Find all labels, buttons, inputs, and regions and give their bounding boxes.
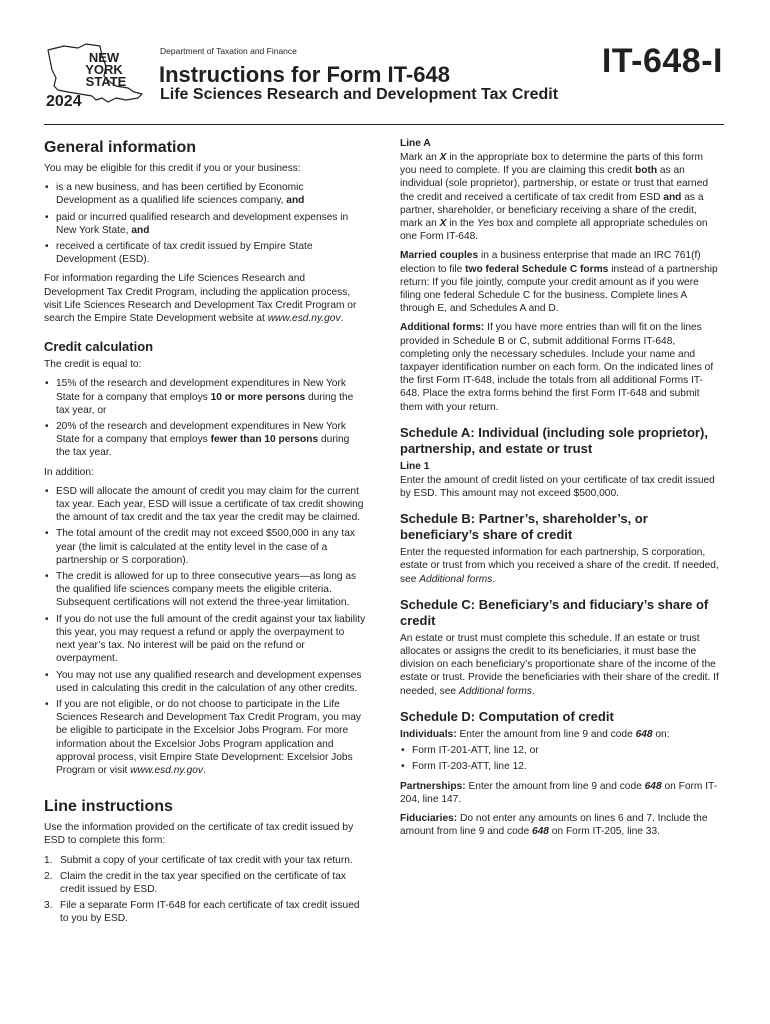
- eligibility-item: • is a new business, and has been certified by Economic Development as a qualified life sciences company, and: [44, 181, 366, 207]
- logo-line-state: STATE: [85, 74, 127, 89]
- addition-item: • If you do not use the full amount of the credit against your tax liability this year, you may request a refund or apply the overpayment to next year’s tax. No interest will be paid on the refund or overpayment.: [44, 613, 366, 666]
- tax-year: 2024: [46, 93, 82, 110]
- line-step: 2. Claim the credit in the tax year specified on the certificate of tax credit issued by ESD.: [44, 870, 346, 895]
- header-divider: [44, 124, 724, 125]
- right-column: [400, 132, 722, 844]
- schedule-c-text: An estate or trust must complete this schedule. If an estate or trust allocates or assigns the credit to its beneficiaries, it must base the division on each beneficiary’s proportionate share of the income of the estate or trust. Provide the beneficiaries with their share of the credit. If needed, see Additional forms.: [400, 632, 719, 697]
- addition-item: • If you are not eligible, or do not choose to participate in the Life Sciences Research and Development Tax Credit Program, you may be eligible to participate in the Excelsior Jobs Program. For more information about the Excelsior Jobs Program application and approval process, visit Empire State Development: Excelsior Jobs Program or visit www.esd.ny.gov.: [44, 698, 366, 777]
- credit-calculation-heading: Credit calculation: [44, 339, 154, 355]
- page-subtitle: Life Sciences Research and Development Tax Credit: [160, 86, 559, 103]
- individuals-form-item: • Form IT-203-ATT, line 12.: [400, 760, 722, 773]
- line-step: 1. Submit a copy of your certificate of tax credit with your tax return.: [44, 854, 353, 866]
- credit-rate-item: • 15% of the research and development expenditures in New York State for a company that employs 10 or more persons during the tax year, or: [44, 377, 366, 417]
- new-york-state-logo: [44, 42, 150, 112]
- addition-item: • You may not use any qualified research and development expenses used in calculating this credit in the calculation of any other credits.: [44, 669, 366, 695]
- line-a-heading: Line A: [400, 138, 431, 149]
- individuals-forms-list: [400, 744, 722, 773]
- left-column: [44, 132, 366, 932]
- program-info: For information regarding the Life Sciences Research and Development Tax Credit Program, including the application process, visit Life Sciences Research and Development Tax Credit Program or search the Empire State Development website at www.esd.ny.gov.: [44, 273, 357, 325]
- eligibility-list: [44, 181, 366, 266]
- individuals-text: Individuals: Enter the amount from line 9 and code 648 on:: [400, 728, 670, 740]
- line-1-text: Enter the amount of credit listed on your certificate of tax credit issued by ESD. This amount may not exceed $500,000.: [400, 474, 715, 500]
- line-1-heading: Line 1: [400, 460, 430, 472]
- eligibility-item: • received a certificate of tax credit issued by Empire State Development (ESD).: [44, 240, 366, 266]
- schedule-b-heading: Schedule B: Partner’s, shareholder’s, or beneficiary’s share of credit: [400, 511, 648, 543]
- general-information-heading: General information: [44, 139, 197, 156]
- fiduciaries-text: Fiduciaries: Do not enter any amounts on lines 6 and 7. Include the amount from line 9 and code 648 on Form IT-205, line 33.: [400, 812, 708, 838]
- esd-website-link[interactable]: www.esd.ny.gov: [267, 313, 341, 325]
- department-name: Department of Taxation and Finance: [160, 46, 297, 56]
- line-instructions-heading: Line instructions: [44, 798, 173, 816]
- addition-item: • The credit is allowed for up to three consecutive years—as long as the qualified life sciences company meets the eligible criteria. Subsequent certifications will not extend the three-year limitation.: [44, 570, 366, 610]
- partnerships-text: Partnerships: Enter the amount from line 9 and code 648 on Form IT-204, line 147.: [400, 780, 718, 805]
- line-step: 3. File a separate Form IT-648 for each certificate of tax credit issued to you by ESD.: [44, 900, 360, 925]
- addition-item: • The total amount of the credit may not exceed $500,000 in any tax year (the limit is calculated at the entity level in the case of a partnership or S corporation).: [44, 527, 366, 567]
- esd-website-link[interactable]: www.esd.ny.gov: [130, 764, 204, 776]
- addition-item: • ESD will allocate the amount of credit you may claim for the current tax year. Each year, ESD will issue a certificate of tax credit showing the amount of tax credit and the tax year the credit may be claimed.: [44, 485, 366, 525]
- general-intro: You may be eligible for this credit if you or your business:: [44, 163, 301, 174]
- additional-forms-text: Additional forms: If you have more entries than will fit on the lines provided in Schedule B or C, submit additional Forms IT-648, completing only the necessary schedules. Include your name and taxpayer identification number on each form. On the indicated lines of the first Form IT-648, include the totals from all additional Forms IT-648. Place the extra forms behind the first Form IT-648 and submit them with your return.: [400, 322, 714, 413]
- schedule-b-text: Enter the requested information for each partnership, S corporation, estate or trust from which you received a share of the credit. If needed, see Additional forms.: [400, 547, 719, 585]
- line-steps-list: [44, 854, 366, 926]
- credit-intro: The credit is equal to:: [44, 359, 142, 371]
- eligibility-item: • paid or incurred qualified research and development expenses in New York State, and: [44, 211, 366, 237]
- addition-list: [44, 485, 366, 777]
- line-a-text: Mark an X in the appropriate box to determine the parts of this form you need to complete. If you are claiming this credit both as an individual (sole proprietor), partnership, or estate or trust that earned the credit and received a certificate of tax credit from ESD and as a partner, shareholder, or beneficiary receiving a share of the credit, mark an X in the Yes box and complete all appropriate schedules on one Form IT-648.: [400, 152, 709, 243]
- logo-line-new: NEW: [88, 50, 120, 65]
- addition-intro: In addition:: [44, 466, 94, 478]
- married-couples-text: Married couples in a business enterprise that made an IRC 761(f) election to file two federal Schedule C forms instead of a partnership return: If you file jointly, compute your credit amount as if you were filing one federal Schedule C for the business. Complete lines A through E, and Schedules A and D.: [400, 250, 718, 315]
- individuals-form-item: • Form IT-201-ATT, line 12, or: [400, 744, 722, 757]
- line-intro: Use the information provided on the certificate of tax credit issued by ESD to complete this form:: [44, 822, 354, 847]
- schedule-c-heading: Schedule C: Beneficiary’s and fiduciary’s share of credit: [400, 596, 709, 628]
- form-id: IT-648-I: [601, 42, 723, 80]
- credit-rate-item: • 20% of the research and development expenditures in New York State for a company that employs fewer than 10 persons during the tax year.: [44, 420, 366, 460]
- credit-rate-list: [44, 377, 366, 459]
- schedule-a-heading: Schedule A: Individual (including sole proprietor), partnership, and estate or trust: [400, 424, 708, 456]
- page-title: Instructions for Form IT-648: [159, 62, 450, 87]
- logo-line-york: YORK: [85, 62, 123, 77]
- schedule-d-heading: Schedule D: Computation of credit: [400, 708, 614, 724]
